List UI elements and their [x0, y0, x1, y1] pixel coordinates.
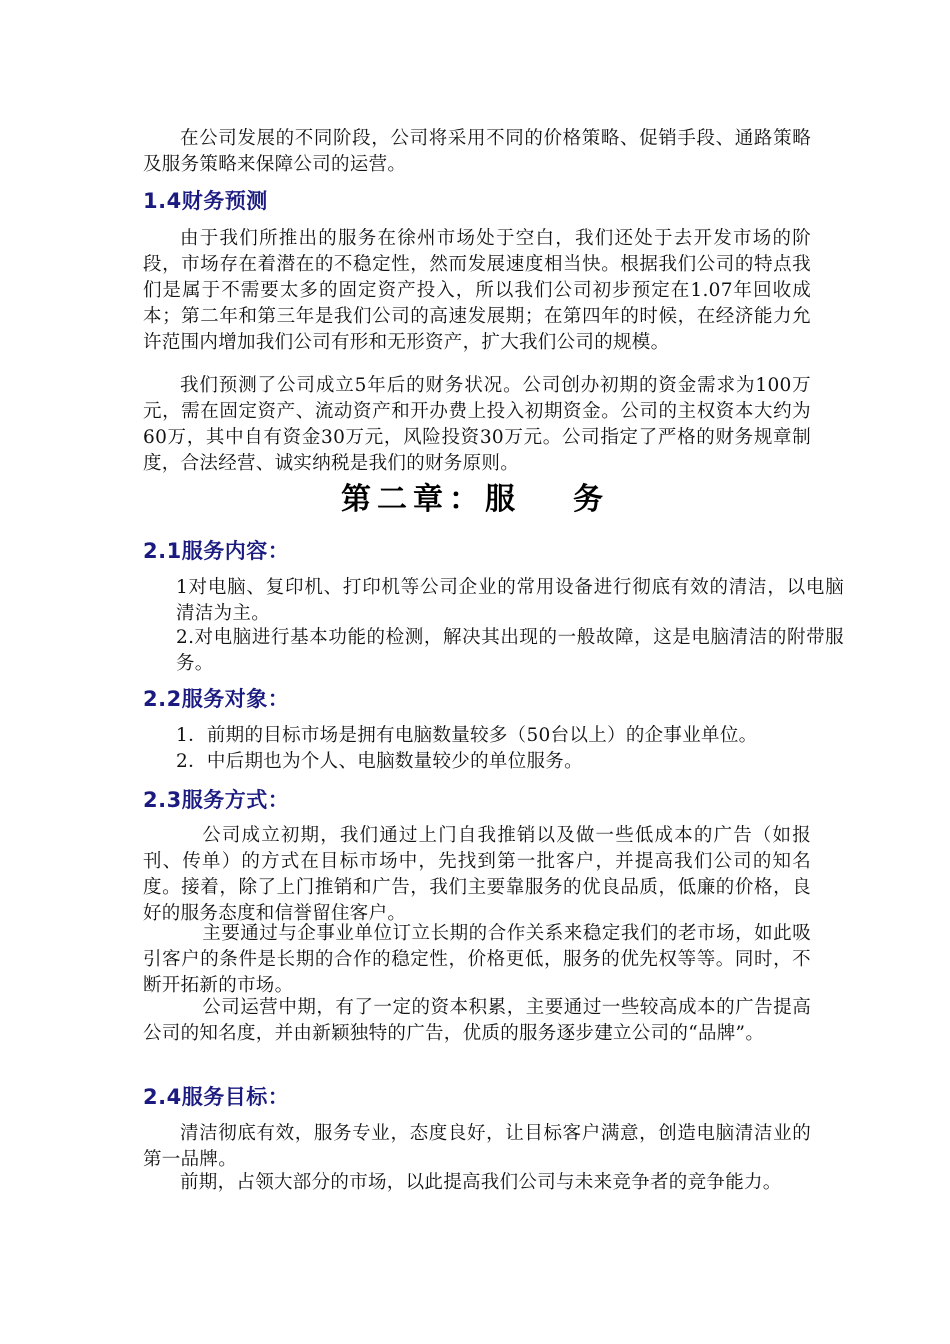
content-item-1: 1对电脑、复印机、打印机等公司企业的常用设备进行彻底有效的清洁，以电脑清洁为主。 [176, 577, 844, 624]
finance-paragraph-2: 我们预测了公司成立5年后的财务状况。公司创办初期的资金需求为100万元，需在固定资产、流动资产和开办费上投入初期资金。公司的主权资本大约为60万，其中自有资金30万元，风险投资30万元。公司指定了严格的财务规章制度，合法经营、诚实纳税是我们的财务原则。 [143, 375, 811, 474]
goal-paragraph-2: 前期，占领大部分的市场，以此提高我们公司与未来竞争者的竞争能力。 [180, 1172, 782, 1193]
section-heading-method: 2.3服务方式： [143, 788, 290, 812]
intro-paragraph: 在公司发展的不同阶段，公司将采用不同的价格策略、促销手段、通路策略及服务策略来保障公司的运营。 [143, 128, 811, 175]
method-paragraph-2: 主要通过与企事业单位订立长期的合作关系来稳定我们的老市场，如此吸引客户的条件是长期的合作的稳定性，价格更低，服务的优先权等等。同时，不断开拓新的市场。 [143, 923, 811, 996]
method-paragraph-1: 公司成立初期，我们通过上门自我推销以及做一些低成本的广告（如报刊、传单）的方式在目标市场中，先找到第一批客户，并提高我们公司的知名度。接着，除了上门推销和广告，我们主要靠服务的优良品质，低廉的价格，良好的服务态度和信誉留住客户。 [143, 825, 811, 924]
target-item-1: 1．前期的目标市场是拥有电脑数量较多（50台以上）的企事业单位。 [176, 725, 758, 746]
section-heading-content: 2.1服务内容： [143, 539, 290, 563]
target-item-2: 2．中后期也为个人、电脑数量较少的单位服务。 [176, 751, 583, 772]
goal-paragraph-1: 清洁彻底有效，服务专业，态度良好，让目标客户满意，创造电脑清洁业的第一品牌。 [143, 1123, 811, 1170]
chapter-title [0, 480, 950, 520]
section-heading-goal: 2.4服务目标： [143, 1085, 290, 1109]
chapter-title-right: 务 [573, 482, 609, 517]
section-heading-finance: 1.4财务预测 [143, 189, 268, 213]
section-heading-target: 2.2服务对象： [143, 687, 290, 711]
chapter-title-left: 第二章：服 [341, 482, 521, 517]
content-item-2: 2.对电脑进行基本功能的检测，解决其出现的一般故障，这是电脑清洁的附带服务。 [176, 627, 844, 674]
method-paragraph-3: 公司运营中期，有了一定的资本积累，主要通过一些较高成本的广告提高公司的知名度，并由新颖独特的广告，优质的服务逐步建立公司的“品牌”。 [143, 997, 811, 1044]
finance-paragraph-1: 由于我们所推出的服务在徐州市场处于空白，我们还处于去开发市场的阶段，市场存在着潜在的不稳定性，然而发展速度相当快。根据我们公司的特点我们是属于不需要太多的固定资产投入，所以我们公司初步预定在1.07年回收成本；第二年和第三年是我们公司的高速发展期；在第四年的时候，在经济能力允许范围内增加我们公司有形和无形资产，扩大我们公司的规模。 [143, 228, 811, 353]
